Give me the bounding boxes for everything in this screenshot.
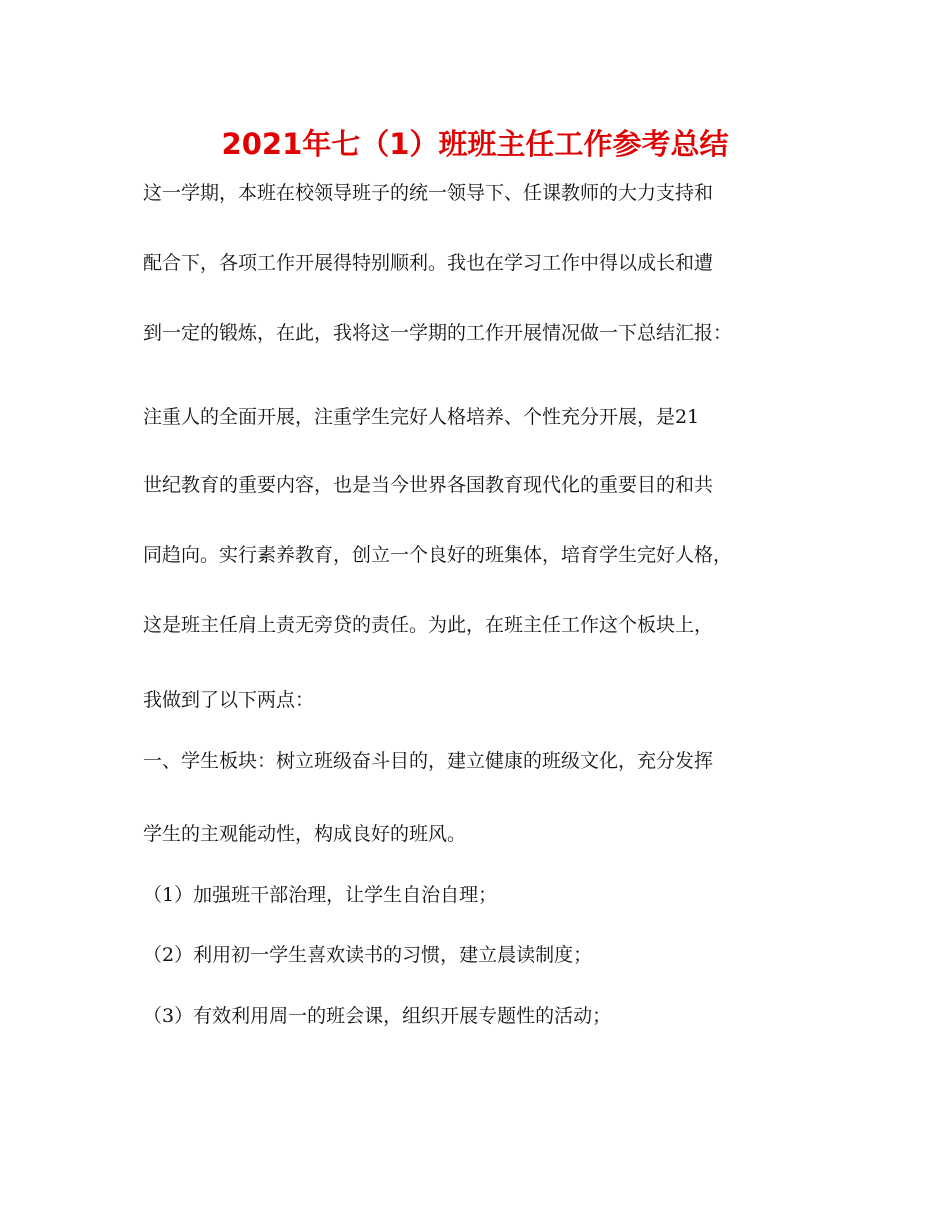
paragraph-line: 到一定的锻炼，在此，我将这一学期的工作开展情况做一下总结汇报： bbox=[143, 322, 733, 344]
paragraph-line: 世纪教育的重要内容，也是当今世界各国教育现代化的重要目的和共 bbox=[143, 474, 714, 496]
list-item: （2）利用初一学生喜欢读书的习惯，建立晨读制度； bbox=[143, 944, 593, 966]
document-title: 2021年七（1）班班主任工作参考总结 bbox=[221, 127, 729, 161]
paragraph-line: 我做到了以下两点： bbox=[143, 689, 315, 711]
paragraph-line: 这是班主任肩上责无旁贷的责任。为此，在班主任工作这个板块上， bbox=[143, 614, 714, 636]
list-item: （1）加强班干部治理，让学生自治自理； bbox=[143, 884, 498, 906]
list-item: （3）有效利用周一的班会课，组织开展专题性的活动； bbox=[143, 1005, 612, 1027]
paragraph-line: 一、学生板块：树立班级奋斗目的，建立健康的班级文化，充分发挥 bbox=[143, 750, 714, 772]
paragraph-line: 这一学期，本班在校领导班子的统一领导下、任课教师的大力支持和 bbox=[143, 182, 714, 204]
paragraph-line: 学生的主观能动性，构成良好的班风。 bbox=[143, 823, 467, 845]
paragraph-line: 注重人的全面开展，注重学生完好人格培养、个性充分开展，是21 bbox=[143, 406, 700, 428]
paragraph-line: 同趋向。实行素养教育，创立一个良好的班集体，培育学生完好人格， bbox=[143, 544, 733, 566]
paragraph-line: 配合下，各项工作开展得特别顺利。我也在学习工作中得以成长和遭 bbox=[143, 252, 714, 274]
